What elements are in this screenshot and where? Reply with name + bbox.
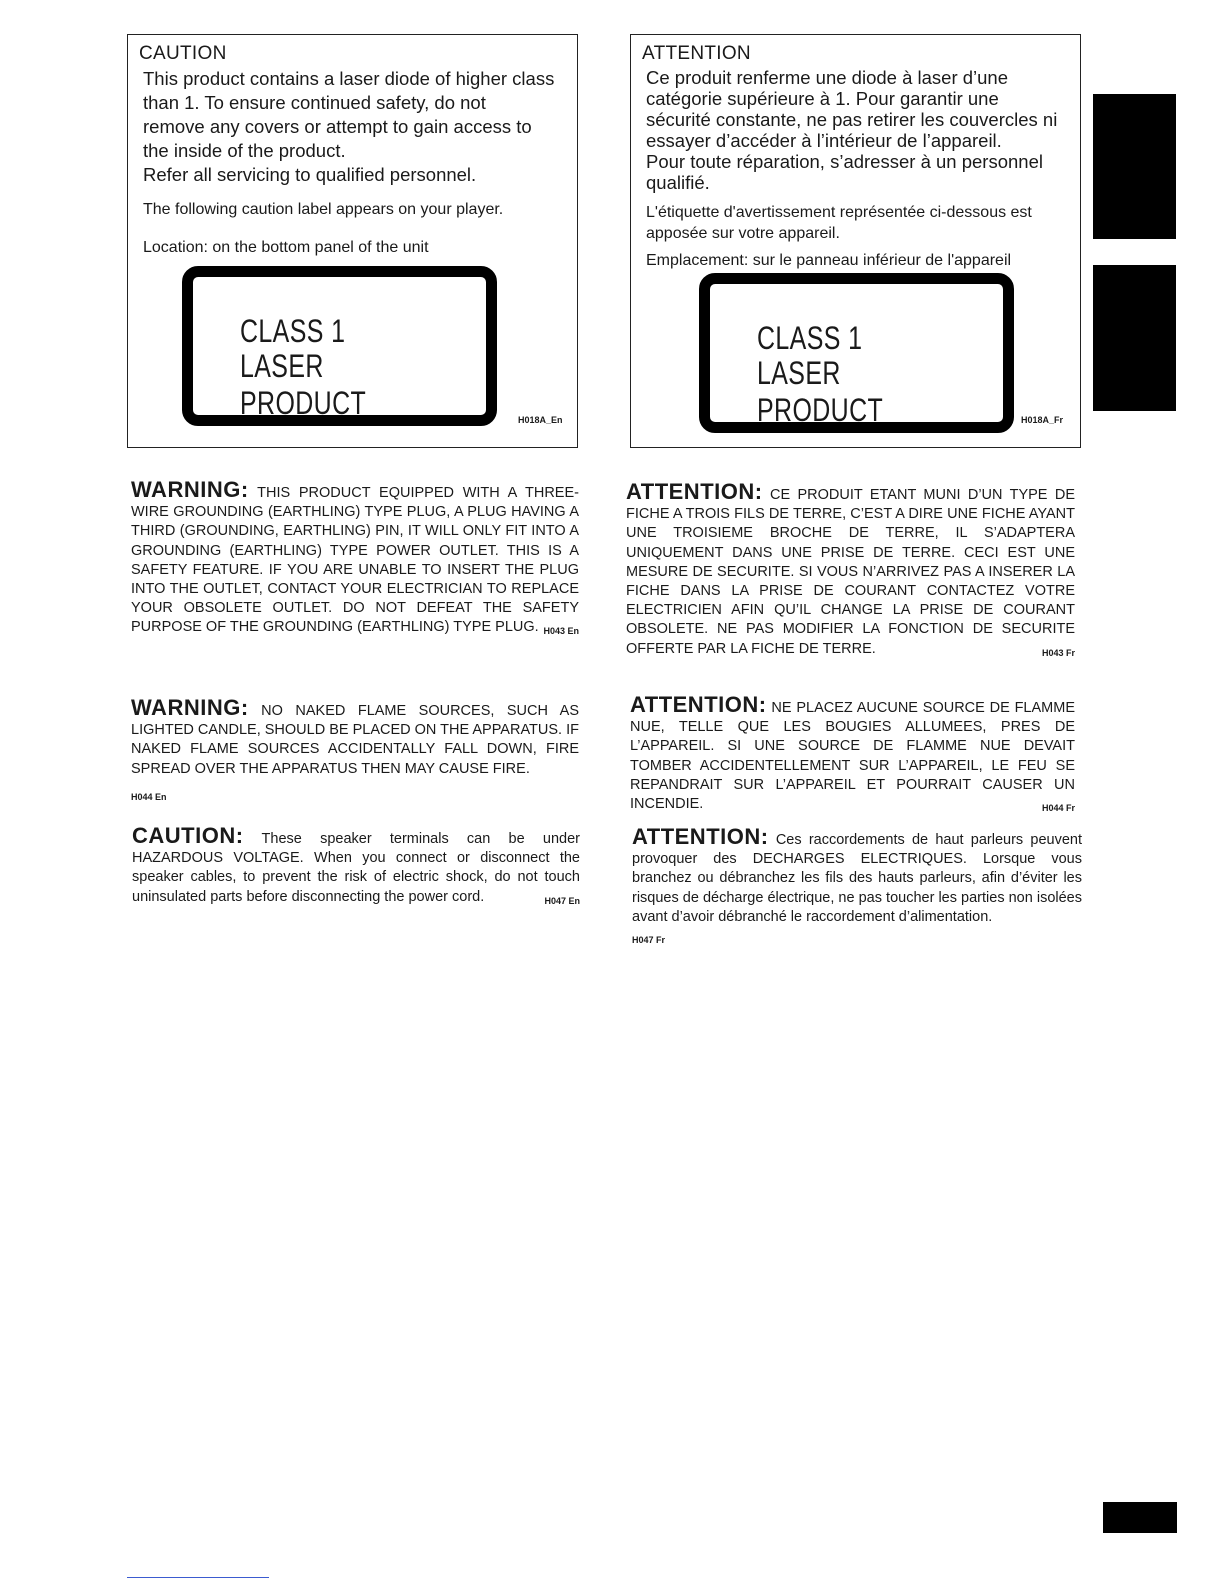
warning-flame-en — [131, 695, 580, 807]
caution-line: Ce produit renferme une diode à laser d’une — [646, 67, 1009, 88]
warning-flame-fr — [630, 692, 1075, 818]
caution-line: than 1. To ensure continued safety, do not — [143, 92, 486, 113]
warning-lead: ATTENTION: — [626, 479, 763, 504]
warning-code: H043 Fr — [1041, 647, 1075, 658]
warning-lead: ATTENTION: — [632, 824, 769, 849]
laser-class-label — [182, 266, 497, 426]
warning-code: H044 Fr — [1041, 803, 1075, 814]
warning-text: CE PRODUIT ETANT MUNI D’UN TYPE DE FICHE A TROIS FILS DE TERRE, C’EST A DIRE UNE FICHE AYANT UNE TROISIEME BROCHE DE TERRE, IL S’ADAPTERA UNIQUEMENT DANS UNE PRISE DE TERRE. CECI EST UNE MESURE DE SECURITE. SI VOUS N’ARRIVEZ PAS A INSERER LA FICHE DANS LA PRISE DE COURANT CONTACTEZ VOTRE ELECTRICIEN AFIN QU’IL CHANGE LA PRISE DE COURANT OBSOLETE. NE PAS MODIFIER LA FONCTION DE SECURITE OFFERTE PAR LA FICHE DE TERRE. — [626, 487, 1076, 657]
warning-lead: ATTENTION: — [630, 692, 767, 717]
label-class-text: CLASS 1 — [240, 313, 346, 349]
caution-line: sécurité constante, ne pas retirer les couvercles ni — [646, 109, 1058, 130]
caution-line: Pour toute réparation, s’adresser à un personnel — [646, 151, 1043, 172]
warning-text: THIS PRODUCT EQUIPPED WITH A THREE-WIRE GROUNDING (EARTHLING) TYPE PLUG, A PLUG HAVING A THIRD (GROUNDING, EARTHLING) PIN, IT WILL ONLY FIT INTO A GROUNDING (EARTHLING) TYPE POWER OUTLET. THIS IS A SAFETY FEATURE. IF YOU ARE UNABLE TO INSERT THE PLUG INTO THE OUTLET, CONTACT YOUR ELECTRICIAN TO REPLACE YOUR OBSOLETE OUTLET. DO NOT DEFEAT THE SAFETY PURPOSE OF THE GROUNDING (EARTHLING) TYPE PLUG. — [131, 485, 579, 636]
caution-line: Refer all servicing to qualified personnel. — [143, 164, 477, 185]
label-product-text: LASER PRODUCT — [240, 348, 367, 421]
label-class-text: CLASS 1 — [757, 320, 863, 356]
caution-line: essayer d’accéder à l’intérieur de l’appareil. — [646, 130, 1002, 151]
caution-box-fr — [630, 34, 1081, 448]
warning-text: Ces raccordements de haut parleurs peuvent provoquer des DECHARGES ELECTRIQUES. Lorsque vous branchez ou débranchez les fils des hauts parleurs, afin d’éviter les risques de décharge électrique, ne pas toucher les parties non isolées avant d’avoir débranché le raccordement d’alimentation. — [632, 832, 1082, 925]
warning-lead: CAUTION: — [132, 823, 244, 848]
caution-line: the inside of the product. — [143, 140, 346, 161]
warning-code: H043 En — [543, 626, 579, 637]
warning-speaker-fr — [632, 824, 1082, 950]
caution-line: catégorie supérieure à 1. Pour garantir une — [646, 88, 999, 109]
warning-code: H047 Fr — [632, 935, 666, 946]
warning-lead: WARNING: — [131, 477, 249, 502]
warning-grounding-en — [131, 477, 579, 642]
section-tab-french — [1093, 265, 1176, 411]
warning-text: NE PLACEZ AUCUNE SOURCE DE FLAMME NUE, TELLE QUE LES BOUGIES ALLUMEES, PRES DE L’APPAREIL. SI UNE SOURCE DE FLAMME NUE DEVAIT TOMBER ACCIDENTELLEMENT SUR L’APPAREIL, LE FEU SE REPANDRAIT SUR L’APPAREIL ET POURRAIT CAUSER UN INCENDIE. — [630, 700, 1075, 813]
caution-box-en — [127, 34, 578, 448]
warning-text: NO NAKED FLAME SOURCES, SUCH AS LIGHTED CANDLE, SHOULD BE PLACED ON THE APPARATUS. IF NAKED FLAME SOURCES ACCIDENTALLY FALL DOWN, FIRE SPREAD OVER THE APPARATUS THEN MAY CAUSE FIRE. — [131, 703, 580, 777]
caution-line: This product contains a laser diode of higher class — [143, 68, 555, 89]
caution-body — [143, 67, 554, 187]
caution-heading: ATTENTION — [642, 43, 751, 64]
section-tab-english — [1093, 94, 1176, 239]
warning-code: H044 En — [131, 791, 167, 802]
warning-grounding-fr — [626, 479, 1076, 663]
label-code: H018A_Fr — [1021, 415, 1064, 425]
label-note: The following caution label appears on your player. — [143, 201, 504, 218]
label-location: Location: on the bottom panel of the unit — [143, 239, 429, 256]
page-number-block — [1103, 1502, 1177, 1533]
caution-line: remove any covers or attempt to gain access to — [143, 116, 532, 137]
warning-speaker-en — [132, 823, 580, 911]
caution-heading: CAUTION — [139, 43, 227, 64]
label-location: Emplacement: sur le panneau inférieur de l'appareil — [646, 252, 1012, 269]
warning-lead: WARNING: — [131, 695, 249, 720]
warning-code: H047 En — [544, 895, 580, 906]
label-product-text: LASER PRODUCT — [757, 355, 884, 428]
caution-line: qualifié. — [646, 172, 710, 193]
label-code: H018A_En — [518, 415, 563, 425]
label-note: L'étiquette d'avertissement représentée ci-dessous est apposée sur votre appareil. — [646, 204, 1032, 242]
warning-text: These speaker terminals can be under HAZARDOUS VOLTAGE. When you connect or disconnect the speaker cables, to prevent the risk of electric shock, do not touch uninsulated parts before disconnecting the power cord. — [132, 831, 580, 905]
footer-rule — [127, 1577, 269, 1578]
laser-class-label — [699, 273, 1014, 433]
caution-body — [646, 67, 1057, 193]
